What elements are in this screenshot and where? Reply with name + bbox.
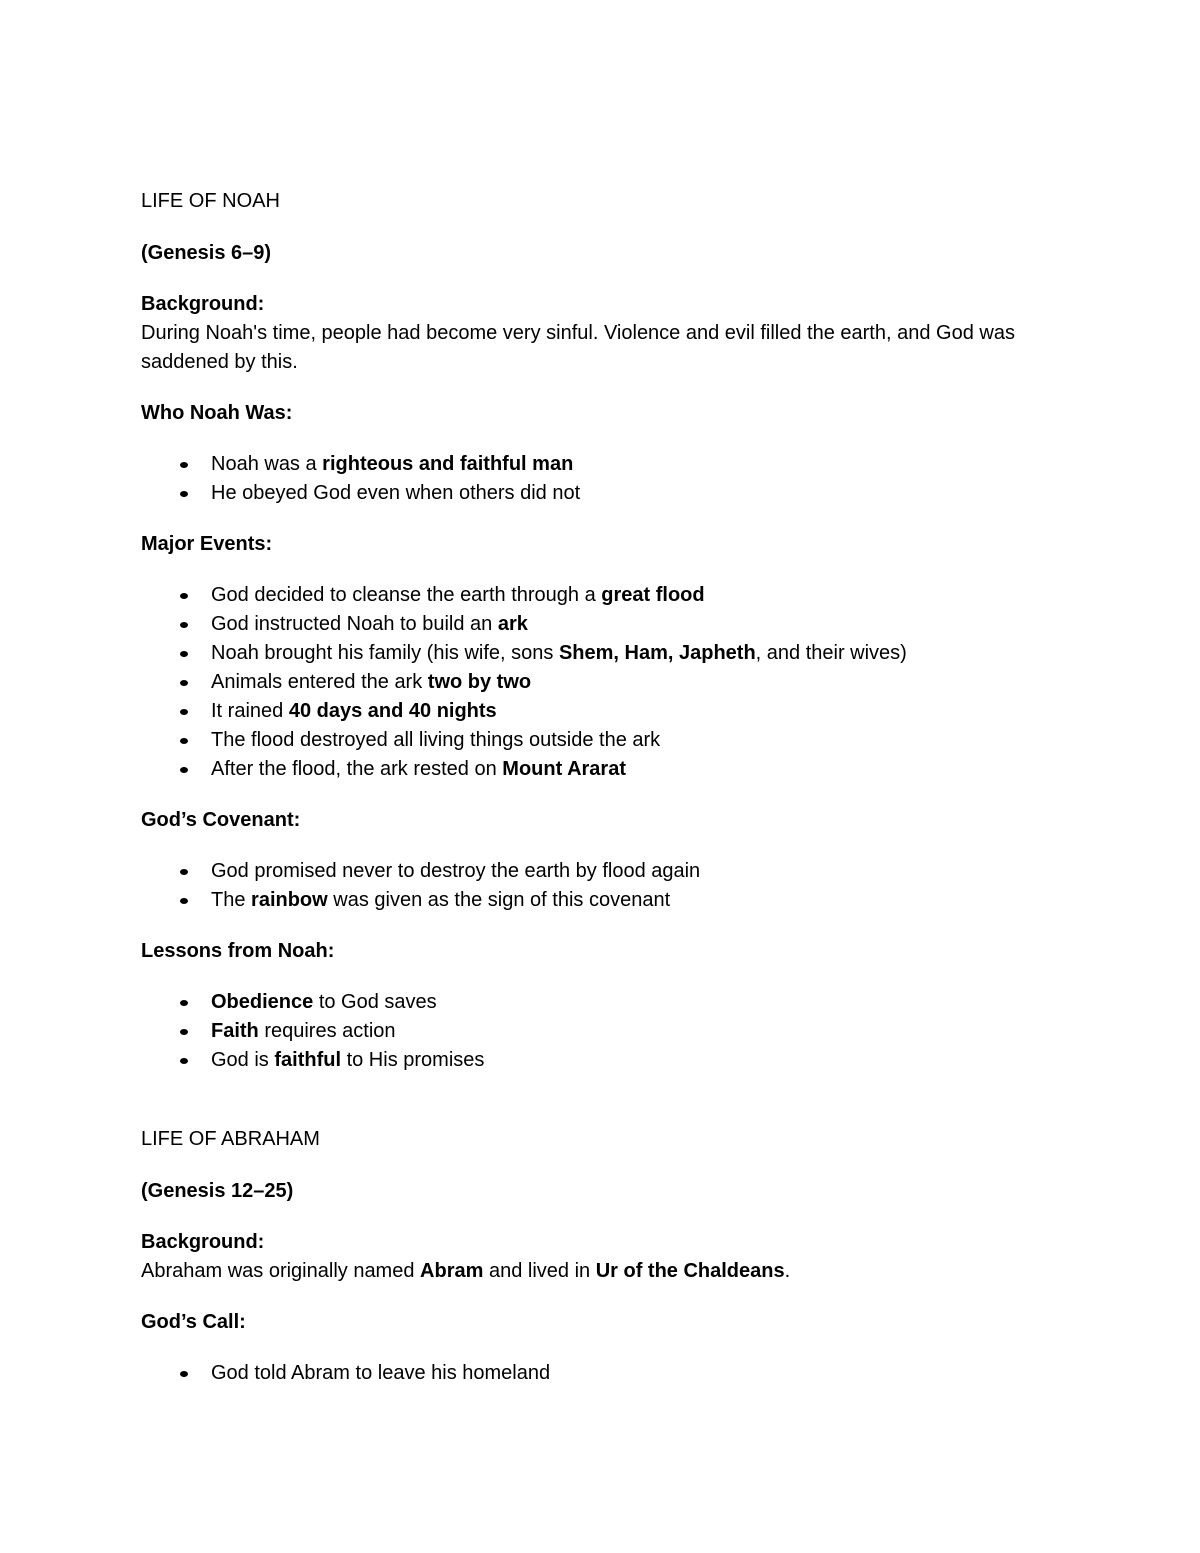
list-item: [211, 988, 1061, 1017]
list-item: [211, 610, 1061, 639]
bullet-icon: [180, 1029, 188, 1035]
item-emphasis: Shem, Ham, Japheth: [558, 642, 756, 664]
heading-major-events: Major Events:: [141, 533, 273, 555]
item-text: Noah brought his family (his wife, sons: [211, 642, 559, 664]
item-text: After the flood, the ark rested on: [211, 758, 503, 780]
list-item: [211, 1017, 1061, 1046]
bullet-icon: [180, 491, 188, 497]
bullet-icon: [180, 1000, 188, 1006]
place-ur: Ur of the Chaldeans: [595, 1260, 785, 1282]
list-item: [211, 1359, 1061, 1388]
bullet-icon: [180, 622, 188, 628]
list-gods-covenant: [141, 857, 1061, 915]
item-text: He obeyed God even when others did not: [211, 482, 581, 504]
item-text-after: to God saves: [313, 991, 437, 1013]
paragraph-text: Abraham was originally named: [141, 1260, 421, 1282]
item-emphasis: righteous and faithful man: [322, 453, 574, 475]
item-emphasis: Faith: [211, 1020, 259, 1042]
section-title-abraham: LIFE OF ABRAHAM: [141, 1128, 320, 1150]
list-who-noah-was: [141, 450, 1061, 508]
scripture-reference-noah: (Genesis 6–9): [141, 242, 272, 264]
bullet-icon: [180, 651, 188, 657]
heading-background-noah: Background:: [141, 293, 265, 315]
bullet-icon: [180, 767, 188, 773]
list-item: [211, 726, 1061, 755]
list-lessons-from-noah: [141, 988, 1061, 1075]
item-text-after: was given as the sign of this covenant: [327, 889, 671, 911]
bullet-icon: [180, 898, 188, 904]
item-text: It rained: [211, 700, 289, 722]
item-emphasis: great flood: [601, 584, 705, 606]
item-text: Noah was a: [211, 453, 323, 475]
heading-lessons-from-noah: Lessons from Noah:: [141, 940, 335, 962]
item-emphasis: 40 days and 40 nights: [288, 700, 497, 722]
section-spacer: [141, 1097, 1061, 1125]
bullet-icon: [180, 1371, 188, 1377]
item-text-after: to His promises: [341, 1049, 485, 1071]
item-emphasis: Mount Ararat: [502, 758, 626, 780]
paragraph-background-abraham: [141, 1257, 1061, 1286]
item-text: Animals entered the ark: [211, 671, 428, 693]
list-item: [211, 639, 1061, 668]
item-text: God decided to cleanse the earth through a: [211, 584, 602, 606]
section-title-noah: LIFE OF NOAH: [141, 190, 280, 212]
item-text: The: [211, 889, 252, 911]
heading-background-abraham: Background:: [141, 1231, 265, 1253]
list-item: [211, 697, 1061, 726]
item-emphasis: rainbow: [251, 889, 328, 911]
item-text-after: requires action: [258, 1020, 396, 1042]
item-text: The flood destroyed all living things outside the ark: [211, 729, 661, 751]
bullet-icon: [180, 462, 188, 468]
item-emphasis: two by two: [427, 671, 532, 693]
heading-gods-covenant: God’s Covenant:: [141, 809, 301, 831]
item-emphasis: faithful: [274, 1049, 342, 1071]
list-gods-call: [141, 1359, 1061, 1388]
bullet-icon: [180, 1058, 188, 1064]
list-item: [211, 479, 1061, 508]
document-page: [141, 187, 1061, 1410]
item-text-after: , and their wives): [755, 642, 907, 664]
list-item: [211, 581, 1061, 610]
bullet-icon: [180, 738, 188, 744]
scripture-reference-abraham: (Genesis 12–25): [141, 1180, 294, 1202]
bullet-icon: [180, 709, 188, 715]
item-text: God instructed Noah to build an: [211, 613, 498, 635]
bullet-icon: [180, 869, 188, 875]
section-abraham: [141, 1125, 1061, 1388]
item-emphasis: Obedience: [211, 991, 314, 1013]
heading-who-noah-was: Who Noah Was:: [141, 402, 293, 424]
heading-gods-call: God’s Call:: [141, 1311, 246, 1333]
item-text: God is: [211, 1049, 275, 1071]
paragraph-background-noah: During Noah's time, people had become very sinful. Violence and evil filled the earth, and God was saddened by this.: [141, 322, 1015, 373]
list-item: [211, 857, 1061, 886]
paragraph-text-middle: and lived in: [483, 1260, 596, 1282]
list-item: [211, 755, 1061, 784]
list-item: [211, 668, 1061, 697]
list-major-events: [141, 581, 1061, 784]
bullet-icon: [180, 593, 188, 599]
list-item: [211, 1046, 1061, 1075]
item-emphasis: ark: [497, 613, 528, 635]
bullet-icon: [180, 680, 188, 686]
item-text: God promised never to destroy the earth by flood again: [211, 860, 701, 882]
item-text: God told Abram to leave his homeland: [211, 1362, 551, 1384]
list-item: [211, 450, 1061, 479]
section-noah: [141, 187, 1061, 1075]
name-abram: Abram: [420, 1260, 484, 1282]
paragraph-text-end: .: [784, 1260, 791, 1282]
list-item: [211, 886, 1061, 915]
